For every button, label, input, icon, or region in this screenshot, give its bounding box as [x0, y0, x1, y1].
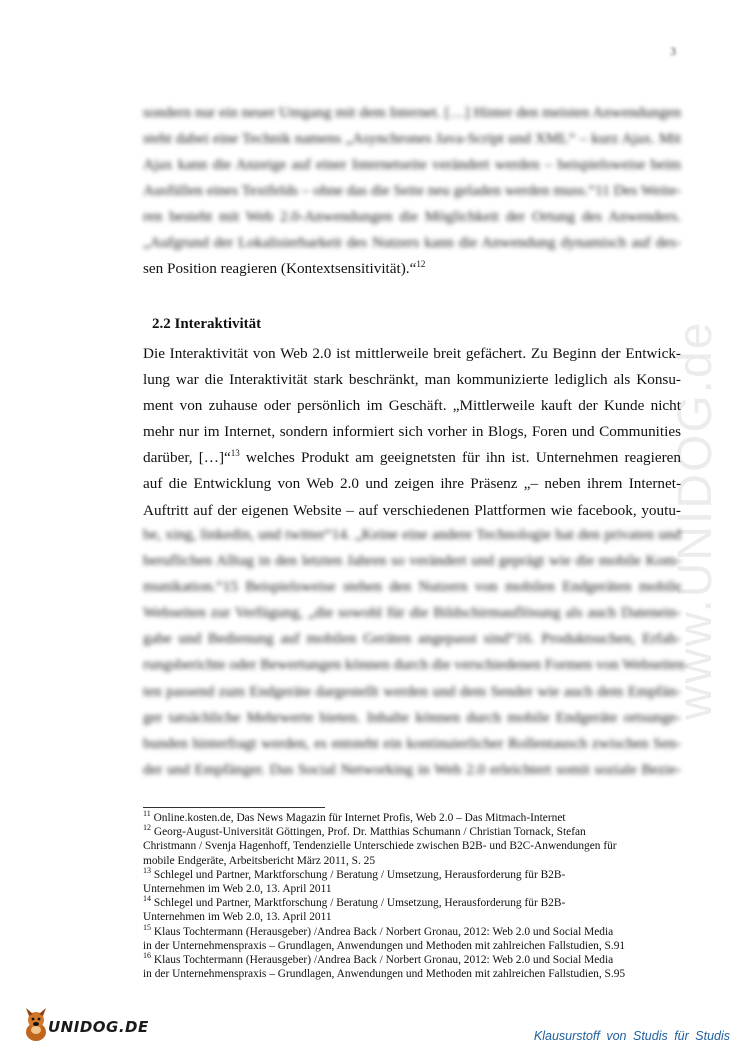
footnote-text: in der Unternehmenspraxis – Grundlagen, Anwendungen und Methoden mit zahlreichen Fallstudien, S.95: [143, 968, 626, 981]
footnote-number: 16: [143, 951, 151, 961]
footnote-number: 11: [143, 809, 151, 819]
text-line: ment von zuhause oder persönlich im Geschäft. „Mittlerweile kauft der Kunde nicht: [143, 397, 681, 415]
footnote-text: Klaus Tochtermann (Herausgeber) /Andrea Back / Norbert Gronau, 2012: Web 2.0 und Social Media: [153, 954, 614, 967]
text-line: Ausfüllen eines Textfelds – ohne das die Seite neu geladen werden muss.“11 Des Weite-: [143, 182, 681, 200]
logo-text: UNIDOG.DE: [48, 1018, 149, 1036]
text-line: ren besteht mit Web 2.0-Anwendungen die Möglichkeit der Ortung des Anwenders.: [143, 208, 681, 226]
footnote-text: Christmann / Svenja Hagenhoff, Tendenzielle Unterschiede zwischen B2B- und B2C-Anwendungen für: [143, 840, 617, 853]
footnote-text: Klaus Tochtermann (Herausgeber) /Andrea Back / Norbert Gronau, 2012: Web 2.0 und Social Media: [153, 925, 614, 938]
footnote-text: mobile Endgeräte, Arbeitsbericht März 2011, S. 25: [143, 854, 376, 867]
footnote-number: 12: [143, 823, 151, 833]
paragraph-top-end: [143, 256, 681, 282]
footnote-number: 14: [143, 894, 151, 904]
text-line: ger tatsächliche Mehrwerte bieten. Inhalte können durch mobile Endgeräte ortsunge-: [143, 708, 681, 726]
footnote-text: Schlegel und Partner, Marktforschung / Beratung / Umsetzung, Herausforderung für B2B-: [153, 868, 566, 881]
text-segment: welches Produkt am geeignetsten für ihn ist. Unternehmen reagieren: [239, 449, 681, 467]
text-line: Ajax kann die Anzeige auf einer Internetseite verändert werden – beispielsweise beim: [143, 156, 681, 174]
footnote-ref: 12: [416, 258, 426, 269]
text-line: mehr nur im Internet, sondern informiert sich vorher in Blogs, Foren und Communities: [143, 423, 681, 441]
footnote-11: [143, 811, 683, 825]
footnote-text: Unternehmen im Web 2.0, 13. April 2011: [143, 883, 332, 896]
text-line: Webseiten zur Verfügung, „die sowohl für die Bildschirmauflösung als auch Datenein-: [143, 604, 681, 622]
text-line: munikation.“15 Beispielsweise stehen den Nutzern von mobilen Endgeräten mobile: [143, 578, 681, 596]
watermark: www.UNIDOG.de: [669, 320, 722, 720]
blurred-paragraph-top: [143, 100, 681, 257]
footnote-number: 13: [143, 866, 151, 876]
text-segment: darüber, […]“: [143, 449, 231, 467]
text-line: steht dabei eine Technik namens „Asynchrones Java-Script und XML“ – kurz Ajax. Mit: [143, 130, 681, 148]
text-line: sondern nur ein neuer Umgang mit dem Internet. […] Hinter den meisten Anwendungen: [143, 104, 681, 121]
footnote-text: Georg-August-Universität Göttingen, Prof. Dr. Matthias Schumann / Christian Tornack, Stefan: [153, 826, 586, 839]
text-line: Die Interaktivität von Web 2.0 ist mittlerweile breit gefächert. Zu Beginn der Entwick-: [143, 345, 681, 362]
text-line: bunden hinterfragt werden, es entsteht ein kontinuierlicher Rollentausch zwischen Sen-: [143, 734, 681, 752]
text-line: beruflichen Alltag in den letzten Jahren so verändert und geprägt wie die mobile Kom-: [143, 552, 681, 570]
footnotes: [143, 811, 683, 981]
text-line: „Aufgrund der Lokalisierbarkeit des Nutzers kann die Anwendung dynamisch auf des-: [143, 234, 681, 252]
footnote-text: in der Unternehmenspraxis – Grundlagen, Anwendungen und Methoden mit zahlreichen Fallstudien, S.91: [143, 939, 626, 952]
text-line: lung war die Interaktivität stark beschränkt, man kommunizierte lediglich als Konsu-: [143, 371, 681, 389]
section-heading: 2.2 Interaktivität: [152, 316, 262, 332]
footnote-ref: 13: [230, 448, 240, 459]
footer-tagline: Klausurstoff von Studis für Studis: [533, 1029, 730, 1043]
text-line: sen Position reagieren (Kontextsensitivität).“: [143, 260, 417, 277]
blurred-paragraph-bottom: [143, 522, 686, 783]
text-line: der und Empfänger. Das Social Networking in Web 2.0 erleichtert somit soziale Bezie-: [143, 760, 681, 778]
footnote-14: [143, 896, 683, 924]
page-number: 3: [670, 44, 676, 58]
footnote-number: 15: [143, 922, 151, 932]
footnote-text: Unternehmen im Web 2.0, 13. April 2011: [143, 911, 332, 924]
footnote-15: [143, 922, 683, 953]
text-line: Auftritt auf der eigenen Website – auf verschiedenen Plattformen wie facebook, youtu-: [143, 501, 681, 519]
footnote-12: [143, 825, 683, 868]
footnote-13: [143, 868, 683, 896]
footnote-text: Online.kosten.de, Das News Magazin für Internet Profis, Web 2.0 – Das Mitmach-Internet: [153, 812, 566, 824]
text-line: rungsberichte oder Bewertungen können durch die verschiedenen Formen von Webseiten: [143, 656, 686, 674]
footnote-divider: [143, 807, 325, 808]
text-line: gabe und Bedienung auf mobilen Geräten angepasst sind“16. Produktsuchen, Erfah-: [143, 630, 681, 648]
text-line: auf die Entwicklung von Web 2.0 und zeigen ihre Präsenz „– neben ihrem Internet-: [143, 475, 681, 493]
text-line-with-ref: [143, 445, 681, 471]
text-line: be, xing, linkedin, und twitter“14. „Keine eine andere Technologie hat den privaten und: [143, 526, 681, 543]
footnote-16: [143, 953, 683, 981]
paragraph-interaktivitaet: [143, 341, 681, 524]
footnote-text: Schlegel und Partner, Marktforschung / Beratung / Umsetzung, Herausforderung für B2B-: [153, 897, 566, 910]
text-line: ten passend zum Endgeräte dargestellt werden und dem Sender wie auch dem Empfän-: [143, 682, 681, 700]
